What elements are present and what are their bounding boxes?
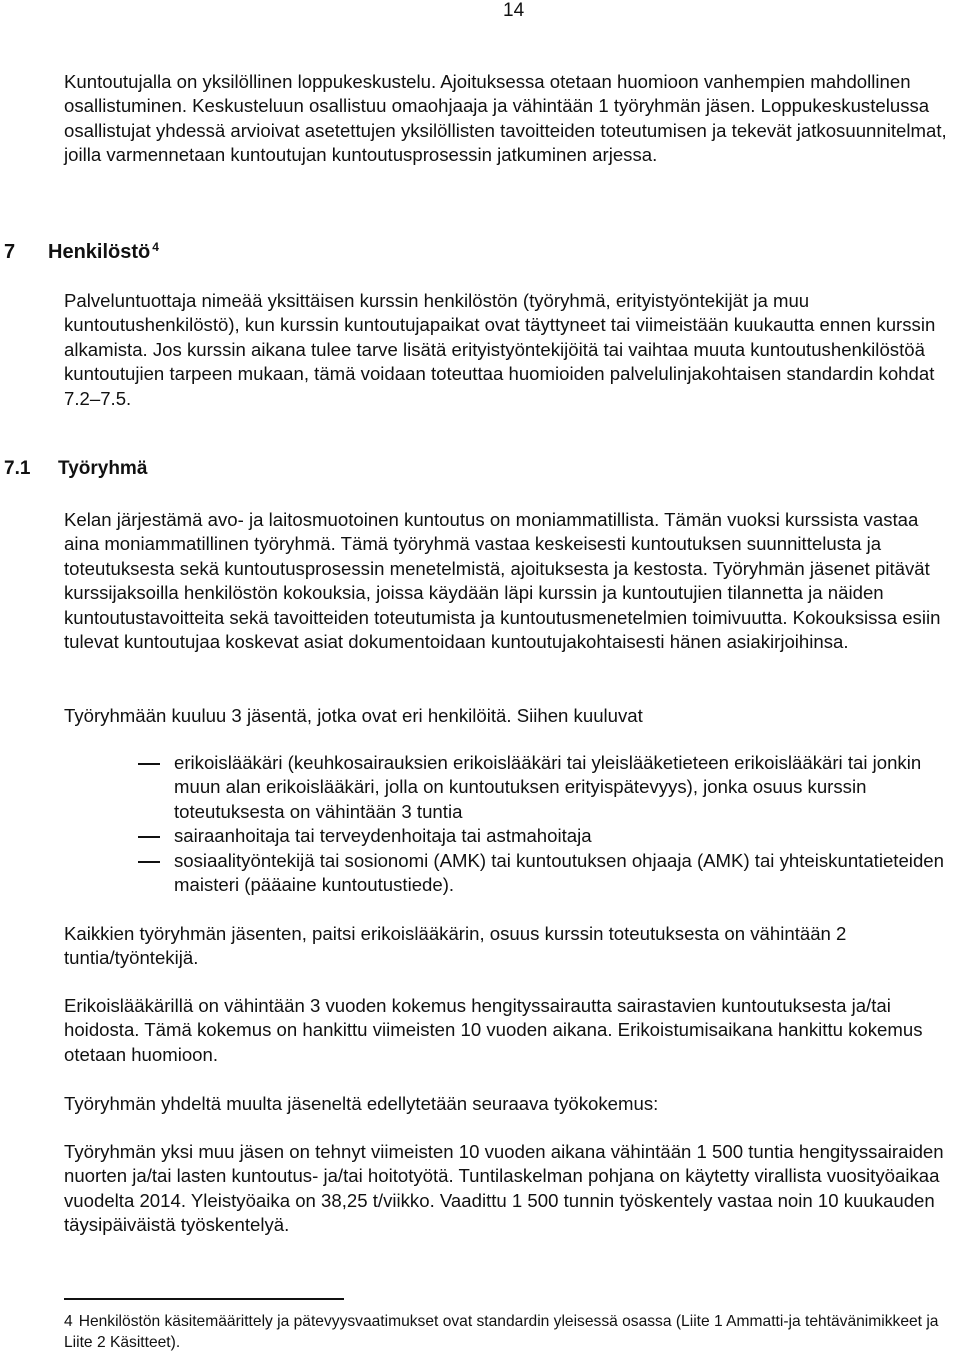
paragraph-tyokokemus-intro: Työryhmän yhdeltä muulta jäseneltä edellytetään seuraava työkokemus:	[64, 1093, 659, 1114]
list-item	[138, 751, 950, 824]
footnote	[64, 1311, 954, 1353]
dash-bullet-icon	[138, 836, 160, 838]
footnote-divider	[64, 1298, 344, 1300]
page-number: 14	[503, 0, 525, 21]
list-item	[138, 849, 950, 898]
section-heading-henkilosto	[4, 240, 159, 264]
list-item	[138, 824, 950, 848]
paragraph-osuus: Kaikkien työryhmän jäsenten, paitsi erikoislääkärin, osuus kurssin toteutuksesta on vähintään 2 tuntia/työntekijä.	[64, 923, 847, 969]
subsection-title: Työryhmä	[58, 458, 148, 479]
subsection-number: 7.1	[4, 458, 31, 479]
paragraph-loppukeskustelu: Kuntoutujalla on yksilöllinen loppukeskustelu. Ajoituksessa otetaan huomioon vanhempien mahdollinen osallistuminen. Keskusteluun osallistuu omaohjaaja ja vähintään 1 työryhmän jäsen. Loppukeskustelussa osallistujat yhdessä arvioivat asetettujen yksilöllisten tavoitteiden toteutumisen ja tekevät jatkosuunnitelmat, joilla varmennetaan kuntoutujan kuntoutusprosessin jatkuminen arjessa.	[64, 71, 947, 166]
footnote-reference: 4	[152, 240, 159, 254]
list-item-text: sairaanhoitaja tai terveydenhoitaja tai astmahoitaja	[174, 825, 592, 846]
dash-bullet-icon	[138, 763, 160, 765]
dash-bullet-icon	[138, 861, 160, 863]
paragraph-tyokokemus: Työryhmän yksi muu jäsen on tehnyt viimeisten 10 vuoden aikana vähintään 1 500 tuntia hengityssairaiden nuorten ja/tai lasten kuntoutus- ja/tai hoitotyötä. Tuntilaskelman pohjana on käytetty virallista vuosityöaikaa vuodelta 2014. Yleistyöaika on 38,25 t/viikko. Vaadittu 1 500 tunnin työskentely vastaa noin 10 kuukauden täysipäiväistä työskentelyä.	[64, 1141, 944, 1236]
paragraph-moniammatillinen: Kelan järjestämä avo- ja laitosmuotoinen kuntoutus on moniammatillista. Tämän vuoksi kurssista vastaa aina moniammatillinen työryhmä. Tämä työryhmä vastaa keskeisesti kuntoutuksen suunnittelusta ja toteutuksesta sekä kuntoutusprosessin menetelmistä, ajoituksesta ja kestosta. Työryhmän jäsenet pitävät kurssijaksoilla henkilöstön kokouksia, joissa käydään läpi kurssin ja kuntoutujien tilannetta ja näiden kuntoutustavoitteita sekä tavoitteiden toteutumista ja kuntoutusmenetelmien toimivuutta. Kokouksissa esiin tulevat kuntoutujaa koskevat asiat dokumentoidaan kuntoutujakohtaisesti hänen asiakirjoihinsa.	[64, 509, 941, 653]
section-number: 7	[4, 241, 16, 263]
paragraph-henkilosto: Palveluntuottaja nimeää yksittäisen kurssin henkilöstön (työryhmä, erityistyöntekijät ja muu kuntoutushenkilöstö), kun kurssin kuntoutujapaikat ovat täyttyneet tai viimeistään kuukautta ennen kurssin alkamista. Jos kurssin aikana tulee tarve lisätä erityistyöntekijöitä tai vaihtaa muuta kuntoutushenkilöstöä kuntoutujien tarpeen mukaan, tämä voidaan toteuttaa huomioiden palvelulinjakohtaisen standardin kohdat 7.2–7.5.	[64, 290, 936, 409]
section-title: Henkilöstö	[48, 241, 151, 263]
list-item-text: erikoislääkäri (keuhkosairauksien erikoislääkäri tai yleislääketieteen erikoislääkäri tai jonkin muun alan erikoislääkäri, jolla on kuntoutuksen erityispätevyys), jonka osuus kurssin toteutuksesta on vähintään 3 tuntia	[174, 752, 922, 822]
subsection-heading-tyoryhma	[4, 458, 147, 480]
footnote-number: 4	[64, 1313, 73, 1330]
paragraph-tyoryhman-koko: Työryhmään kuuluu 3 jäsentä, jotka ovat eri henkilöitä. Siihen kuuluvat	[64, 705, 643, 726]
paragraph-erikoislaakari: Erikoislääkärillä on vähintään 3 vuoden kokemus hengityssairautta sairastavien kuntoutuksesta ja/tai hoidosta. Tämä kokemus on hankittu viimeisten 10 vuoden aikana. Erikoistumisaikana hankittu kokemus otetaan huomioon.	[64, 995, 923, 1065]
list-item-text: sosiaalityöntekijä tai sosionomi (AMK) tai kuntoutuksen ohjaaja (AMK) tai yhteiskuntatieteiden maisteri (pääaine kuntoutustiede).	[174, 850, 944, 896]
footnote-text: Henkilöstön käsitemäärittely ja pätevyysvaatimukset ovat standardin yleisessä osassa (Liite 1 Ammatti-ja tehtävänimikkeet ja Liite 2 Käsitteet).	[64, 1313, 939, 1351]
